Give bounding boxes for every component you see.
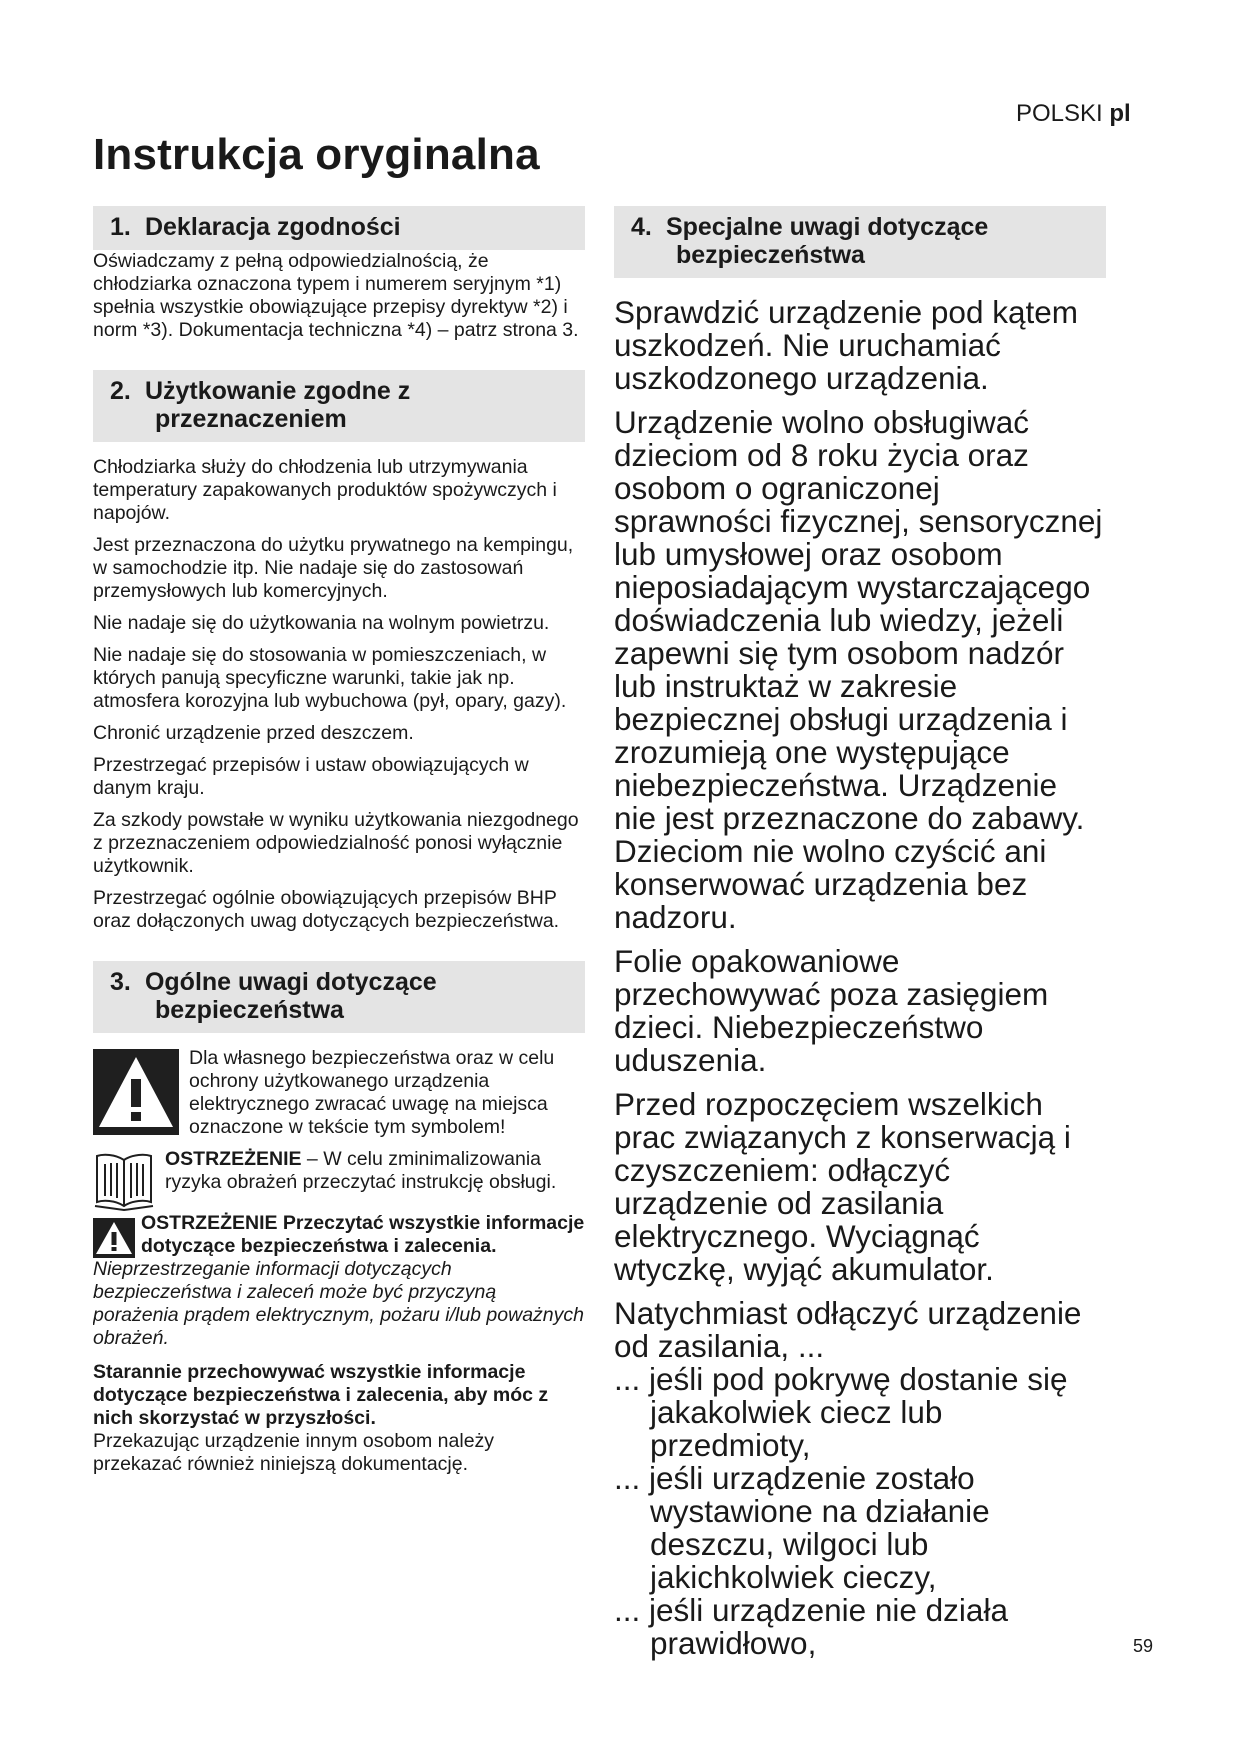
section-4-heading: 4. Specjalne uwagi dotyczące bezpieczeństwa	[614, 206, 1106, 278]
warning-triangle-small-icon	[93, 1218, 135, 1258]
section-2-paragraph: Jest przeznaczona do użytku prywatnego na kempingu, w samochodzie itp. Nie nadaje się do zastosowań przemysłowych lub komercyjnych.	[93, 534, 574, 602]
section-2-heading: 2. Użytkowanie zgodne z przeznaczeniem	[93, 370, 585, 442]
safety-warning: OSTRZEŻENIE Przeczytać wszystkie informacje dotyczące bezpieczeństwa i zalecenia. Nieprzestrzeganie informacji dotyczących bezpieczeństwa i zaleceń może być przyczyną porażenia prądem elektrycznym, pożaru i/lub poważnych obrażeń.	[93, 1212, 585, 1349]
left-column	[93, 206, 585, 1485]
section-4-paragraph: Natychmiast odłączyć urządzenie od zasilania, ...	[614, 1295, 1082, 1364]
section-4-paragraph: Sprawdzić urządzenie pod kątem uszkodzeń. Nie uruchamiać uszkodzonego urządzenia.	[614, 294, 1078, 396]
section-2-paragraph: Nie nadaje się do stosowania w pomieszczeniach, w których panują specyficzne warunki, takie jak np. atmosfera korozyjna lub wybuchowa (pył, opary, gazy).	[93, 644, 567, 712]
section-2-paragraph: Przestrzegać przepisów i ustaw obowiązujących w danym kraju.	[93, 754, 529, 799]
section-2-paragraph: Nie nadaje się do użytkowania na wolnym powietrzu.	[93, 612, 550, 634]
warning-triangle-icon	[93, 1049, 179, 1135]
section-3-heading: 3. Ogólne uwagi dotyczące bezpieczeństwa	[93, 961, 585, 1033]
manual-warning: OSTRZEŻENIE – W celu zminimalizowania ryzyka obrażeń przeczytać instrukcję obsługi.	[165, 1148, 557, 1193]
list-item: ... jeśli urządzenie zostało wystawione na działanie deszczu, wilgoci lub jakichkolwiek cieczy,	[614, 1460, 990, 1595]
right-column	[614, 206, 1106, 1660]
page-number: 59	[1133, 1636, 1154, 1656]
symbol-explanation: Dla własnego bezpieczeństwa oraz w celu ochrony użytkowanego urządzenia elektrycznego zwracać uwagę na miejsca oznaczone w tekście tym symbolem!	[189, 1047, 555, 1138]
list-item: ... jeśli urządzenie nie działa prawidłowo,	[614, 1592, 1008, 1661]
section-1-text: Oświadczamy z pełną odpowiedzialnością, że chłodziarka oznaczona typem i numerem seryjnym *1) spełnia wszystkie obowiązujące przepisy dyrektyw *2) i norm *3). Dokumentacja techniczna *4) – patrz strona 3.	[93, 250, 579, 341]
section-2-paragraph: Chronić urządzenie przed deszczem.	[93, 722, 414, 744]
page-title: Instrukcja oryginalna	[93, 130, 540, 179]
section-4-paragraph: Przed rozpoczęciem wszelkich prac związanych z konserwacją i czyszczeniem: odłączyć urządzenie od zasilania elektrycznego. Wyciągnąć wtyczkę, wyjąć akumulator.	[614, 1086, 1071, 1287]
keep-instructions: Starannie przechowywać wszystkie informacje dotyczące bezpieczeństwa i zalecenia, aby móc z nich skorzystać w przyszłości. Przekazując urządzenie innym osobom należy przekazać również niniejszą dokumentację.	[93, 1361, 549, 1475]
section-2-paragraph: Przestrzegać ogólnie obowiązujących przepisów BHP oraz dołączonych uwag dotyczących bezpieczeństwa.	[93, 887, 560, 932]
section-2-paragraph: Chłodziarka służy do chłodzenia lub utrzymywania temperatury zapakowanych produktów spożywczych i napojów.	[93, 456, 557, 524]
manual-book-icon	[93, 1150, 155, 1212]
list-item: ... jeśli pod pokrywę dostanie się jakakolwiek ciecz lub przedmioty,	[614, 1361, 1068, 1463]
section-4-paragraph: Folie opakowaniowe przechowywać poza zasięgiem dzieci. Niebezpieczeństwo uduszenia.	[614, 943, 1049, 1078]
language-label: POLSKI pl	[1016, 100, 1131, 127]
section-1-heading: 1. Deklaracja zgodności	[93, 206, 585, 250]
section-2-paragraph: Za szkody powstałe w wyniku użytkowania niezgodnego z przeznaczeniem odpowiedzialność ponosi wyłącznie użytkownik.	[93, 809, 579, 877]
section-4-paragraph: Urządzenie wolno obsługiwać dzieciom od 8 roku życia oraz osobom o ograniczonej sprawności fizycznej, sensorycznej lub umysłowej oraz osobom nieposiadającym wystarczającego doświadczenia lub wiedzy, jeżeli zapewni się tym osobom nadzór lub instruktaż w zakresie bezpiecznej obsługi urządzenia i zrozumieją one występujące niebezpieczeństwa. Urządzenie nie jest przeznaczone do zabawy. Dzieciom nie wolno czyścić ani konserwować urządzenia bez nadzoru.	[614, 404, 1103, 935]
